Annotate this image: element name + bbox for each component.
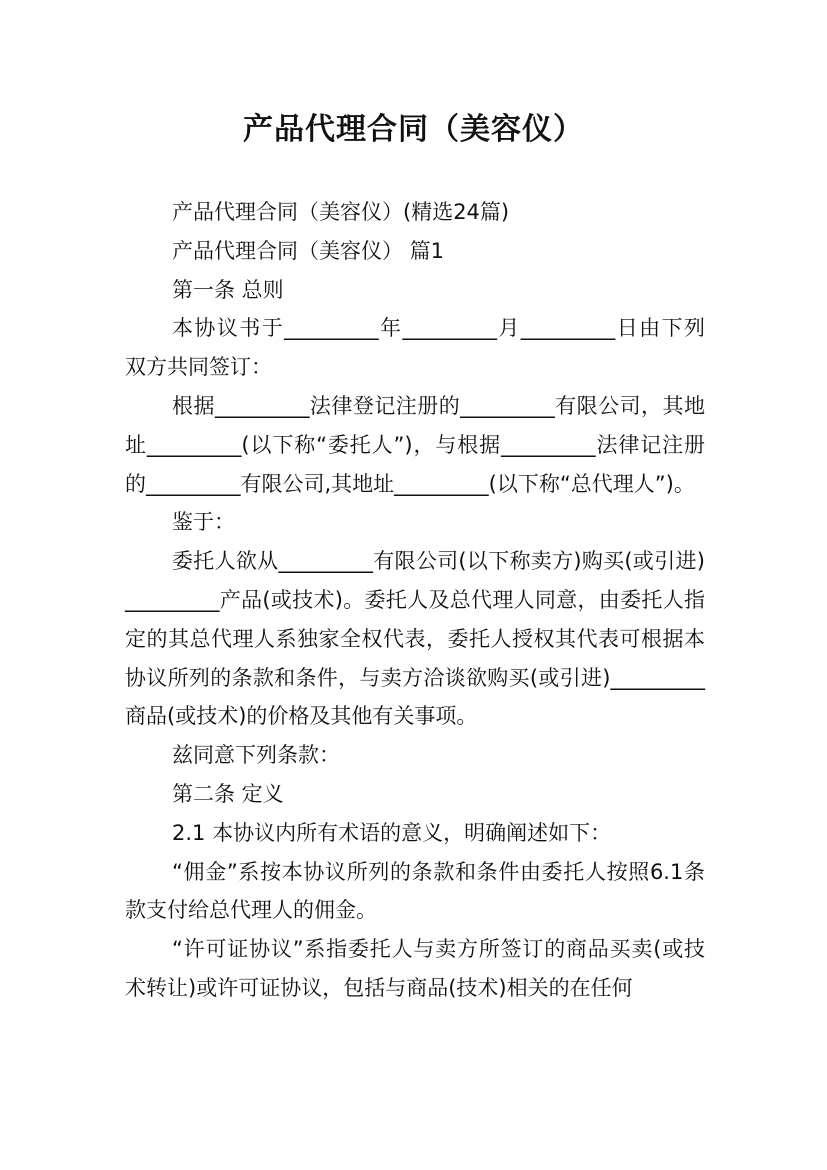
paragraph: 产品代理合同（美容仪）(精选24篇)	[172, 200, 510, 224]
paragraph: 2.1 本协议内所有术语的意义，明确阐述如下：	[172, 820, 612, 845]
paragraph: “许可证协议”系指委托人与卖方所签订的商品买卖(或技术转让)或许可证协议，包括与商品(技术)相关的在任何	[125, 937, 705, 1000]
paragraph: 委托人欲从_________有限公司(以下称卖方)购买(或引进)_________产品(或技术)。委托人及总代理人同意，由委托人指定的其总代理人系独家全权代表，委托人授权其代表可根据本协议所列的条款和条件，与卖方洽谈欲购买(或引进)_________商品(或技术)的价格及其他有关事项。	[125, 549, 705, 729]
paragraph: 产品代理合同（美容仪） 篇1	[172, 238, 445, 263]
section-heading: 第一条 总则	[172, 277, 284, 302]
paragraph: 鉴于：	[172, 510, 235, 535]
paragraph: 兹同意下列条款：	[172, 743, 340, 768]
section-heading: 第二条 定义	[172, 781, 284, 806]
document-title: 产品代理合同（美容仪）	[243, 112, 584, 147]
paragraph: 本协议书于_________年_________月_________日由下列双方共同签订：	[125, 316, 705, 380]
paragraph: “佣金”系按本协议所列的条款和条件由委托人按照6.1条款支付给总代理人的佣金。	[125, 859, 705, 923]
paragraph: 根据_________法律登记注册的_________有限公司，其地址_________(以下称“委托人”)，与根据_________法律记注册的_________有限公司,其地址_________(以下称“总代理人”)。	[125, 393, 705, 496]
document-body	[125, 193, 705, 1008]
